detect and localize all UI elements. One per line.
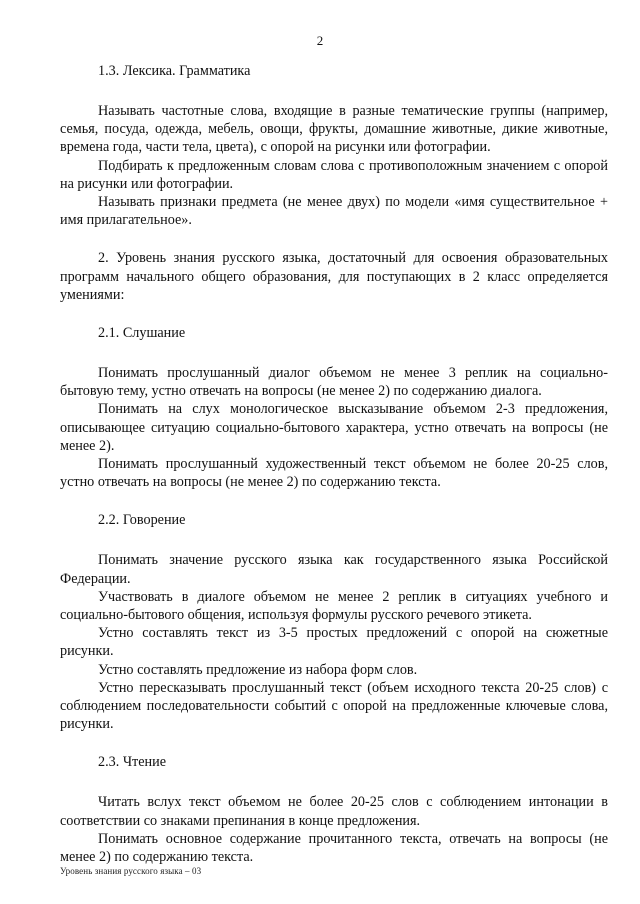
paragraph: Понимать значение русского языка как государственного языка Российской Федерации. <box>60 552 608 587</box>
page-footer: Уровень знания русского языка – 03 <box>60 866 202 876</box>
section-heading-2-1: 2.1. Слушание <box>98 325 186 342</box>
page-number: 2 <box>316 33 324 48</box>
section-2-intro: 2. Уровень знания русского языка, достаточный для освоения образовательных программ начального общего образования, для поступающих в 2 класс определяется умениями: <box>60 250 608 303</box>
section-heading-1-3: 1.3. Лексика. Грамматика <box>98 63 251 79</box>
document-body <box>60 62 608 866</box>
paragraph: Понимать основное содержание прочитанного текста, отвечать на вопросы (не менее 2) по содержанию текста. <box>60 830 608 866</box>
section-heading-2-2: 2.2. Говорение <box>98 512 186 529</box>
section-heading-2-3: 2.3. Чтение <box>98 754 167 771</box>
paragraph: Понимать на слух монологическое высказывание объемом 2-3 предложения, описывающее ситуацию социально-бытового характера, устно отвечать на вопросы (не менее 2). <box>60 401 608 454</box>
paragraph: Называть признаки предмета (не менее двух) по модели «имя существительное + имя прилагательное». <box>60 194 608 229</box>
paragraph: Понимать прослушанный диалог объемом не менее 3 реплик на социально-бытовую тему, устно отвечать на вопросы (не менее 2) по содержанию диалога. <box>60 365 608 400</box>
paragraph: Называть частотные слова, входящие в разные тематические группы (например, семья, посуда, одежда, мебель, овощи, фрукты, домашние животные, дикие животные, времена года, части тела, цвета), с опорой на рисунки или фотографии. <box>60 103 608 156</box>
paragraph: Устно составлять текст из 3-5 простых предложений с опорой на сюжетные рисунки. <box>60 625 608 660</box>
paragraph: Устно пересказывать прослушанный текст (объем исходного текста 20-25 слов) с соблюдением последовательности событий с опорой на предложенные ключевые слова, рисунки. <box>60 679 608 733</box>
paragraph: Понимать прослушанный художественный текст объемом не более 20-25 слов, устно отвечать на вопросы (не менее 2) по содержанию текста. <box>60 456 608 491</box>
paragraph: Устно составлять предложение из набора форм слов. <box>98 661 418 678</box>
paragraph: Подбирать к предложенным словам слова с противоположным значением с опорой на рисунки или фотографии. <box>60 157 608 192</box>
paragraph: Читать вслух текст объемом не более 20-25 слов с соблюдением интонации в соответствии со знаками препинания в конце предложения. <box>60 794 608 829</box>
paragraph: Участвовать в диалоге объемом не менее 2 реплик в ситуациях учебного и социально-бытового общения, используя формулы русского речевого этикета. <box>60 588 608 624</box>
